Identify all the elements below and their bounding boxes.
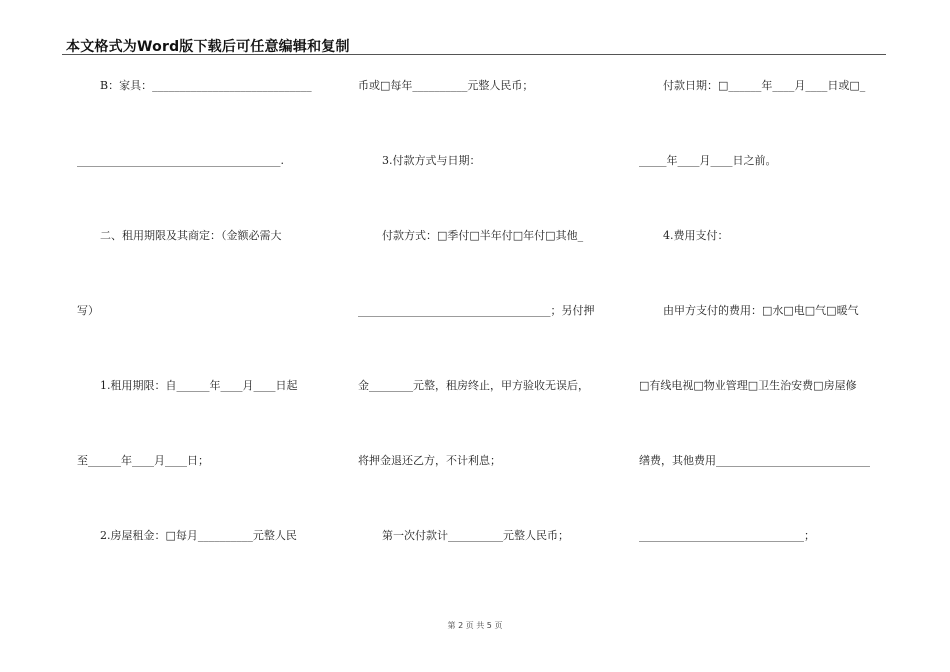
- text-line-left-4: 写）: [77, 304, 99, 317]
- text-line-right-6: 缮费，其他费用____________________________: [639, 454, 870, 467]
- text-line-middle-3: 付款方式：□季付□半年付□年付□其他_: [382, 229, 584, 242]
- document-header-title: 本文格式为Word版下载后可任意编辑和复制: [66, 39, 350, 55]
- text-line-right-1: 付款日期：□______年____月____日或□_: [663, 79, 866, 92]
- text-line-middle-1: 币或□每年__________元整人民币；: [358, 79, 534, 92]
- text-line-middle-2: 3.付款方式与日期：: [382, 154, 481, 167]
- text-line-left-3: 二、租用期限及其商定：（金额必需大: [100, 229, 282, 242]
- text-line-middle-5: 金________元整，租房终止，甲方验收无误后，: [358, 379, 589, 392]
- text-line-left-1: B：家具：_____________________________: [100, 79, 312, 92]
- text-line-left-6: 至______年____月____日；: [77, 454, 209, 467]
- text-line-left-7: 2.房屋租金：□每月__________元整人民: [100, 529, 297, 542]
- text-line-middle-4: ___________________________________；另付押: [358, 304, 595, 317]
- text-line-left-2: _____________________________________.: [77, 154, 284, 167]
- text-line-right-2: _____年____月____日之前。: [639, 154, 777, 167]
- page-number-footer: 第 2 页 共 5 页: [447, 621, 503, 630]
- header-divider: [62, 54, 886, 55]
- text-line-right-5: □有线电视□物业管理□卫生治安费□房屋修: [639, 379, 857, 392]
- text-line-left-5: 1.租用期限：自______年____月____日起: [100, 379, 298, 392]
- text-line-right-4: 由甲方支付的费用：□水□电□气□暖气: [663, 304, 859, 317]
- text-line-right-7: ______________________________；: [639, 529, 815, 542]
- text-line-middle-7: 第一次付款计__________元整人民币；: [382, 529, 569, 542]
- text-line-right-3: 4.费用支付：: [663, 229, 729, 242]
- text-line-middle-6: 将押金退还乙方，不计利息；: [358, 454, 501, 467]
